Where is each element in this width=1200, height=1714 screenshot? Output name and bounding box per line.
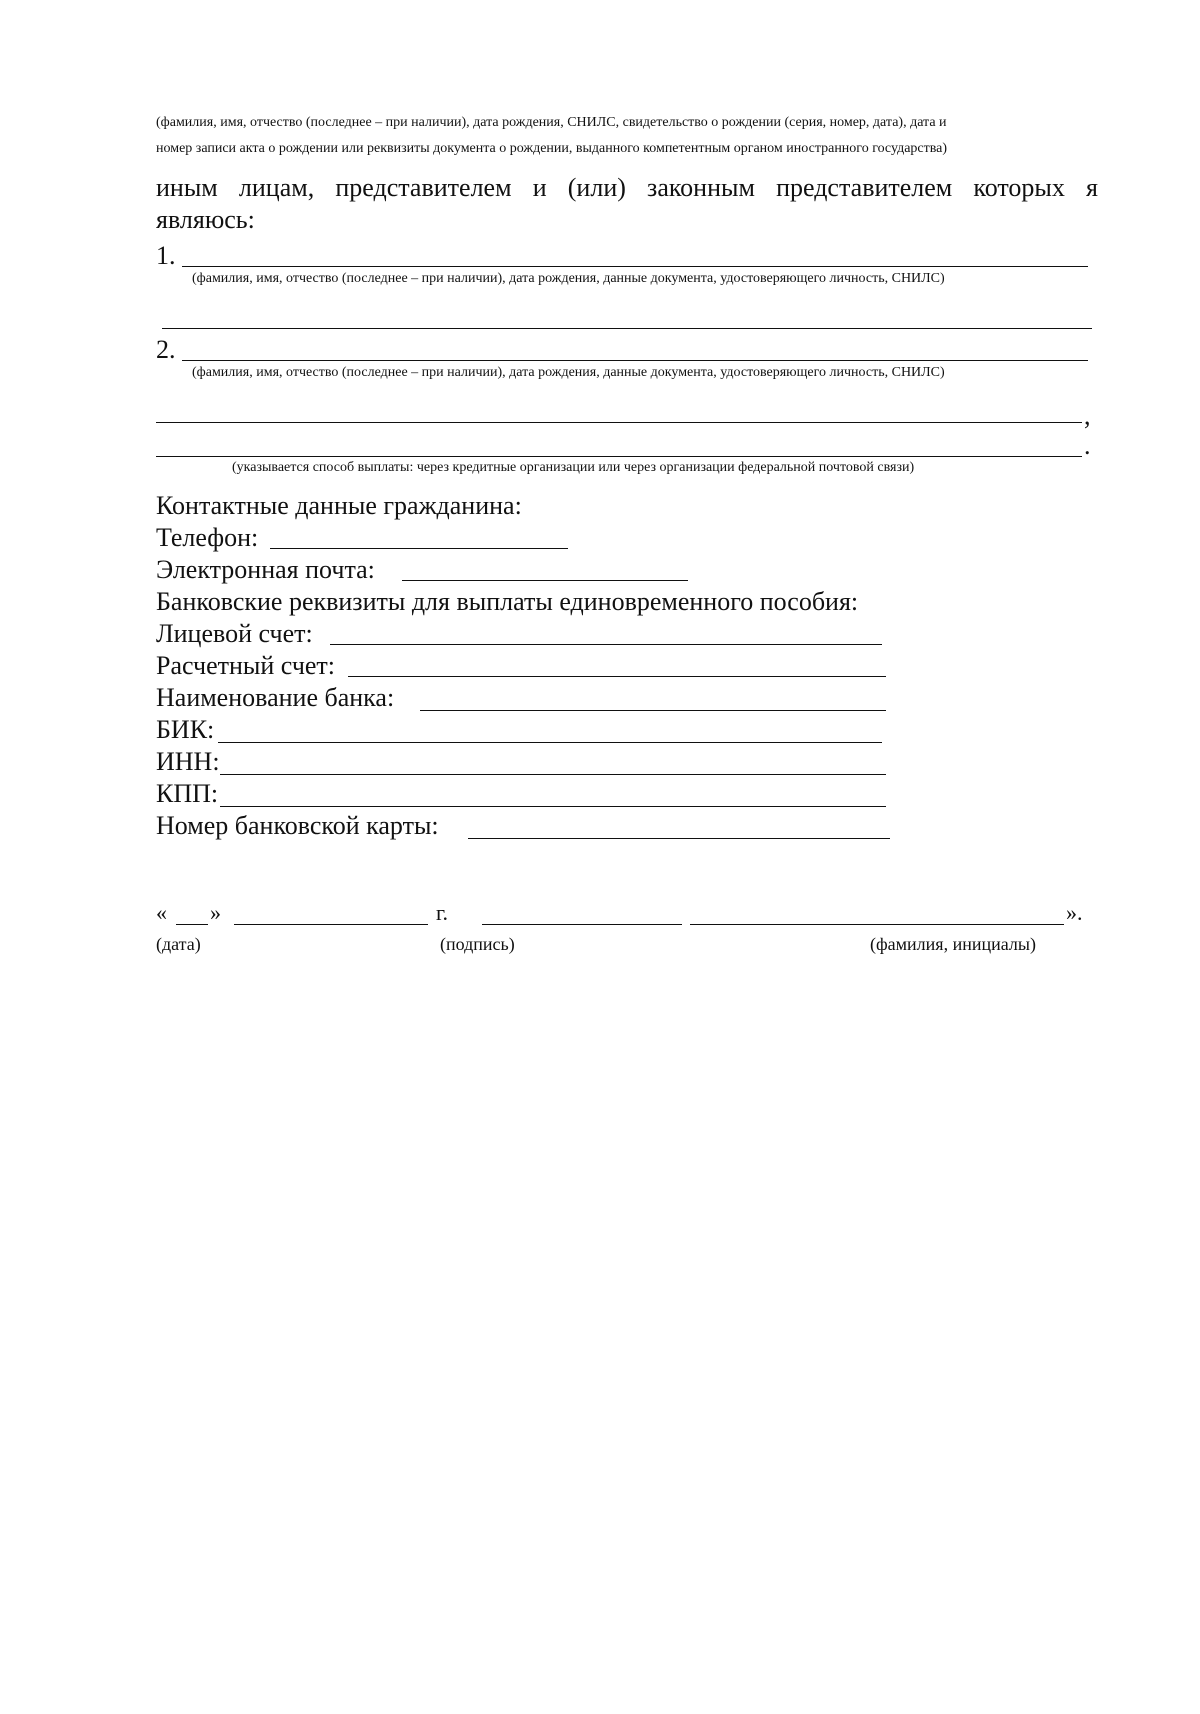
name-caption: (фамилия, инициалы) <box>870 934 1036 954</box>
name-line[interactable] <box>690 924 1064 925</box>
email-line[interactable] <box>402 580 688 581</box>
top-caption-line-2: номер записи акта о рождении или реквизиты документа о рождении, выданного компетентным органом иностранного государства) <box>156 141 948 156</box>
inn-line[interactable] <box>220 774 886 775</box>
top-caption <box>156 114 1076 158</box>
person-1-number: 1. <box>156 241 176 270</box>
settlement-account-row <box>156 650 756 682</box>
top-caption-line-1: (фамилия, имя, отчество (последнее – при наличии), дата рождения, СНИЛС, свидетельство о рождении (серия, номер, дата), дата и <box>156 115 947 130</box>
inn-label: ИНН: <box>156 747 220 776</box>
person-2-number: 2. <box>156 335 176 364</box>
personal-account-label: Лицевой счет: <box>156 619 313 648</box>
kpp-label: КПП: <box>156 779 219 808</box>
payment-line-2[interactable] <box>156 456 1082 457</box>
payment-line-1[interactable] <box>156 422 1082 423</box>
payment-period: . <box>1084 431 1091 460</box>
phone-line[interactable] <box>270 548 568 549</box>
phone-row <box>156 522 576 554</box>
card-label: Номер банковской карты: <box>156 811 439 840</box>
settlement-account-line[interactable] <box>348 676 886 677</box>
personal-account-row <box>156 618 756 650</box>
person-1-line[interactable] <box>182 266 1088 267</box>
day-line[interactable] <box>176 924 208 925</box>
bank-heading: Банковские реквизиты для выплаты единовременного пособия: <box>156 587 859 616</box>
intro-line-1: иным лицам, представителем и (или) законным представителем которых я <box>156 173 1098 202</box>
close-quote: » <box>210 900 221 925</box>
end-mark: ». <box>1066 900 1083 925</box>
person-2-caption: (фамилия, имя, отчество (последнее – при наличии), дата рождения, данные документа, удостоверяющего личность, СНИЛС) <box>192 365 945 380</box>
intro-line-2: являюсь: <box>156 205 255 234</box>
contacts-heading: Контактные данные гражданина: <box>156 491 522 520</box>
personal-account-line[interactable] <box>330 644 882 645</box>
kpp-line[interactable] <box>220 806 886 807</box>
person-1-caption: (фамилия, имя, отчество (последнее – при наличии), дата рождения, данные документа, удостоверяющего личность, СНИЛС) <box>192 271 945 286</box>
payment-comma: , <box>1084 401 1091 430</box>
card-line[interactable] <box>468 838 890 839</box>
year-suffix: г. <box>436 900 449 925</box>
email-label: Электронная почта: <box>156 555 375 584</box>
month-line[interactable] <box>234 924 428 925</box>
date-caption: (дата) <box>156 934 201 954</box>
sign-caption: (подпись) <box>440 934 515 954</box>
person-2-line[interactable] <box>182 360 1088 361</box>
sign-line[interactable] <box>482 924 682 925</box>
phone-label: Телефон: <box>156 523 259 552</box>
settlement-account-label: Расчетный счет: <box>156 651 336 680</box>
bank-name-line[interactable] <box>420 710 886 711</box>
payment-caption: (указывается способ выплаты: через кредитные организации или через организации федеральной почтовой связи) <box>232 460 915 475</box>
bik-label: БИК: <box>156 715 215 744</box>
bank-name-label: Наименование банка: <box>156 683 395 712</box>
bik-line[interactable] <box>218 742 882 743</box>
open-quote: « <box>156 900 167 925</box>
person-1-line-2[interactable] <box>162 328 1092 329</box>
email-row <box>156 554 676 586</box>
